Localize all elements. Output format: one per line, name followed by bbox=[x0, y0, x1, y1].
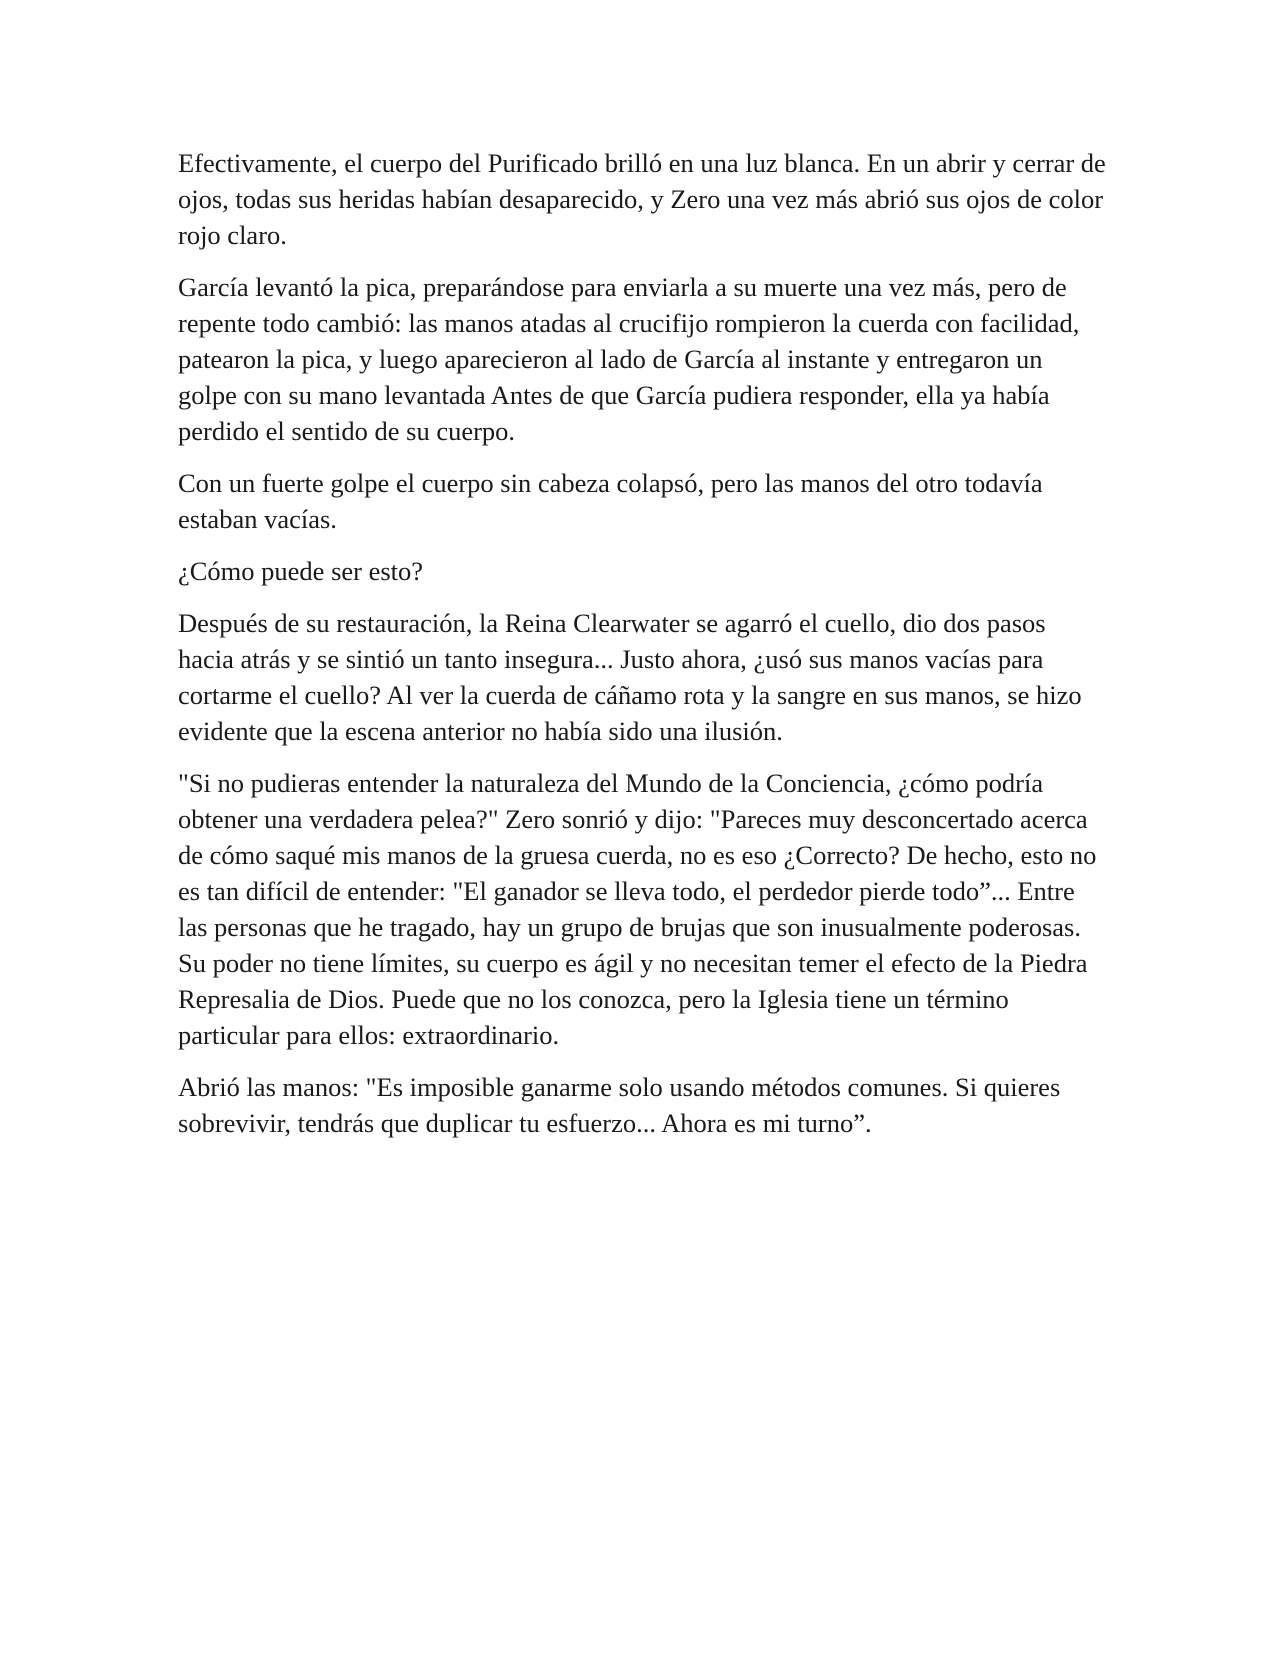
paragraph: Con un fuerte golpe el cuerpo sin cabeza colapsó, pero las manos del otro todavía estaban vacías. bbox=[178, 468, 1043, 534]
paragraph: Efectivamente, el cuerpo del Purificado brilló en una luz blanca. En un abrir y cerrar de ojos, todas sus heridas habían desaparecido, y Zero una vez más abrió sus ojos de color rojo claro. bbox=[178, 148, 1106, 250]
paragraph: García levantó la pica, preparándose para enviarla a su muerte una vez más, pero de repente todo cambió: las manos atadas al crucifijo rompieron la cuerda con facilidad, patearon la pica, y luego aparecieron al lado de García al instante y entregaron un golpe con su mano levantada Antes de que García pudiera responder, ella ya había perdido el sentido de su cuerpo. bbox=[178, 272, 1080, 446]
document-page bbox=[178, 145, 1108, 1157]
paragraph: "Si no pudieras entender la naturaleza del Mundo de la Conciencia, ¿cómo podría obtener una verdadera pelea?" Zero sonrió y dijo: "Pareces muy desconcertado acerca de cómo saqué mis manos de la gruesa cuerda, no es eso ¿Correcto? De hecho, esto no es tan difícil de entender: "El ganador se lleva todo, el perdedor pierde todo”... Entre las personas que he tragado, hay un grupo de brujas que son inusualmente poderosas. Su poder no tiene límites, su cuerpo es ágil y no necesitan temer el efecto de la Piedra Represalia de Dios. Puede que no los conozca, pero la Iglesia tiene un término particular para ellos: extraordinario. bbox=[178, 768, 1097, 1050]
paragraph: Después de su restauración, la Reina Clearwater se agarró el cuello, dio dos pasos hacia atrás y se sintió un tanto insegura... Justo ahora, ¿usó sus manos vacías para cortarme el cuello? Al ver la cuerda de cáñamo rota y la sangre en sus manos, se hizo evidente que la escena anterior no había sido una ilusión. bbox=[178, 608, 1082, 746]
paragraph: Abrió las manos: "Es imposible ganarme solo usando métodos comunes. Si quieres sobrevivir, tendrás que duplicar tu esfuerzo... Ahora es mi turno”. bbox=[178, 1072, 1061, 1138]
paragraph: ¿Cómo puede ser esto? bbox=[178, 556, 424, 586]
